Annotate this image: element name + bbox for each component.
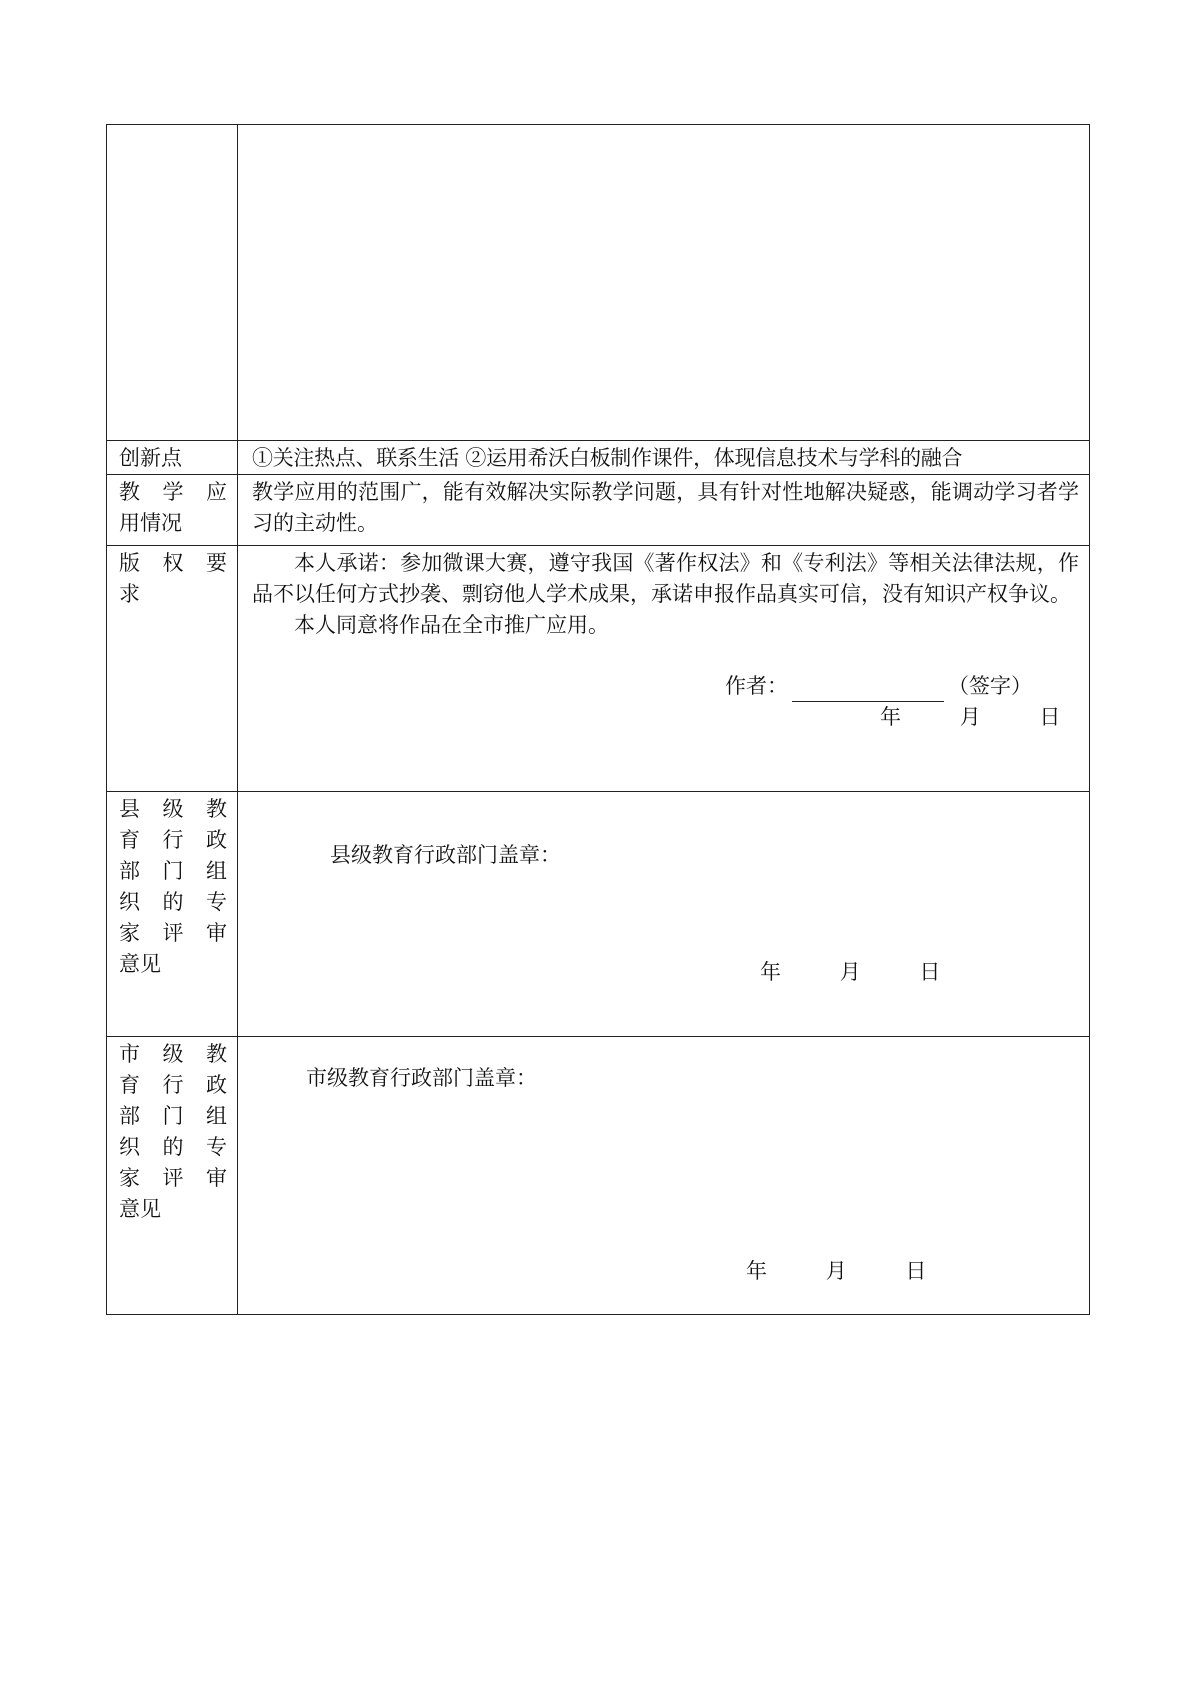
innovation-content: ①关注热点、联系生活 ②运用希沃白板制作课件，体现信息技术与学科的融合 [252,446,963,470]
county-date: 年 月 日 [760,960,941,984]
city-label-cell: 市 级 教 育 行 政 部 门 组 织 的 专 家 评 审 意见 [107,1037,238,1315]
copyright-content-cell [238,546,1090,792]
county-content-cell [238,792,1090,1037]
city-stamp-label: 市级教育行政部门盖章： [306,1066,537,1090]
application-content-cell [238,475,1090,546]
copyright-pledge: 本人承诺：参加微课大赛，遵守我国《著作权法》和《专利法》等相关法律法规，作品不以任何方式抄袭、剽窃他人学术成果，承诺申报作品真实可信，没有知识产权争议。 [252,551,1079,606]
form-row-innovation [107,441,1090,475]
copyright-consent: 本人同意将作品在全市推广应用。 [294,613,609,637]
form-row-application [107,475,1090,546]
application-content: 教学应用的范围广，能有效解决实际教学问题，具有针对性地解决疑惑，能调动学习者学习的主动性。 [252,480,1079,535]
copyright-label-line1: 版 权 要 [119,551,227,575]
blank-label-cell [107,125,238,441]
sign-note: （签字） [948,674,1032,698]
city-date: 年 月 日 [746,1259,927,1283]
copyright-date: 年 月 日 [880,705,1061,729]
form-row-county-review [107,792,1090,1037]
county-label-cell: 县 级 教 育 行 政 部 门 组 织 的 专 家 评 审 意见 [107,792,238,1037]
form-row-city-review [107,1037,1090,1315]
form-row-copyright [107,546,1090,792]
innovation-label: 创新点 [119,446,182,470]
application-label-cell [107,475,238,546]
blank-content-cell [238,125,1090,441]
author-label: 作者： [725,674,788,698]
innovation-label-cell [107,441,238,475]
signature-blank[interactable] [792,677,944,702]
county-stamp-label: 县级教育行政部门盖章： [330,843,561,867]
copyright-label-line2: 求 [119,582,140,606]
city-content-cell [238,1037,1090,1315]
copyright-label-cell [107,546,238,792]
innovation-content-cell [238,441,1090,475]
author-signature-line [252,671,1079,702]
form-row-blank [107,125,1090,441]
county-label-last: 意见 [119,952,161,976]
city-label-last: 意见 [119,1197,161,1221]
application-label-line1: 教 学 应 [119,480,227,504]
application-form-table [106,124,1090,1315]
application-label-line2: 用情况 [119,511,182,535]
